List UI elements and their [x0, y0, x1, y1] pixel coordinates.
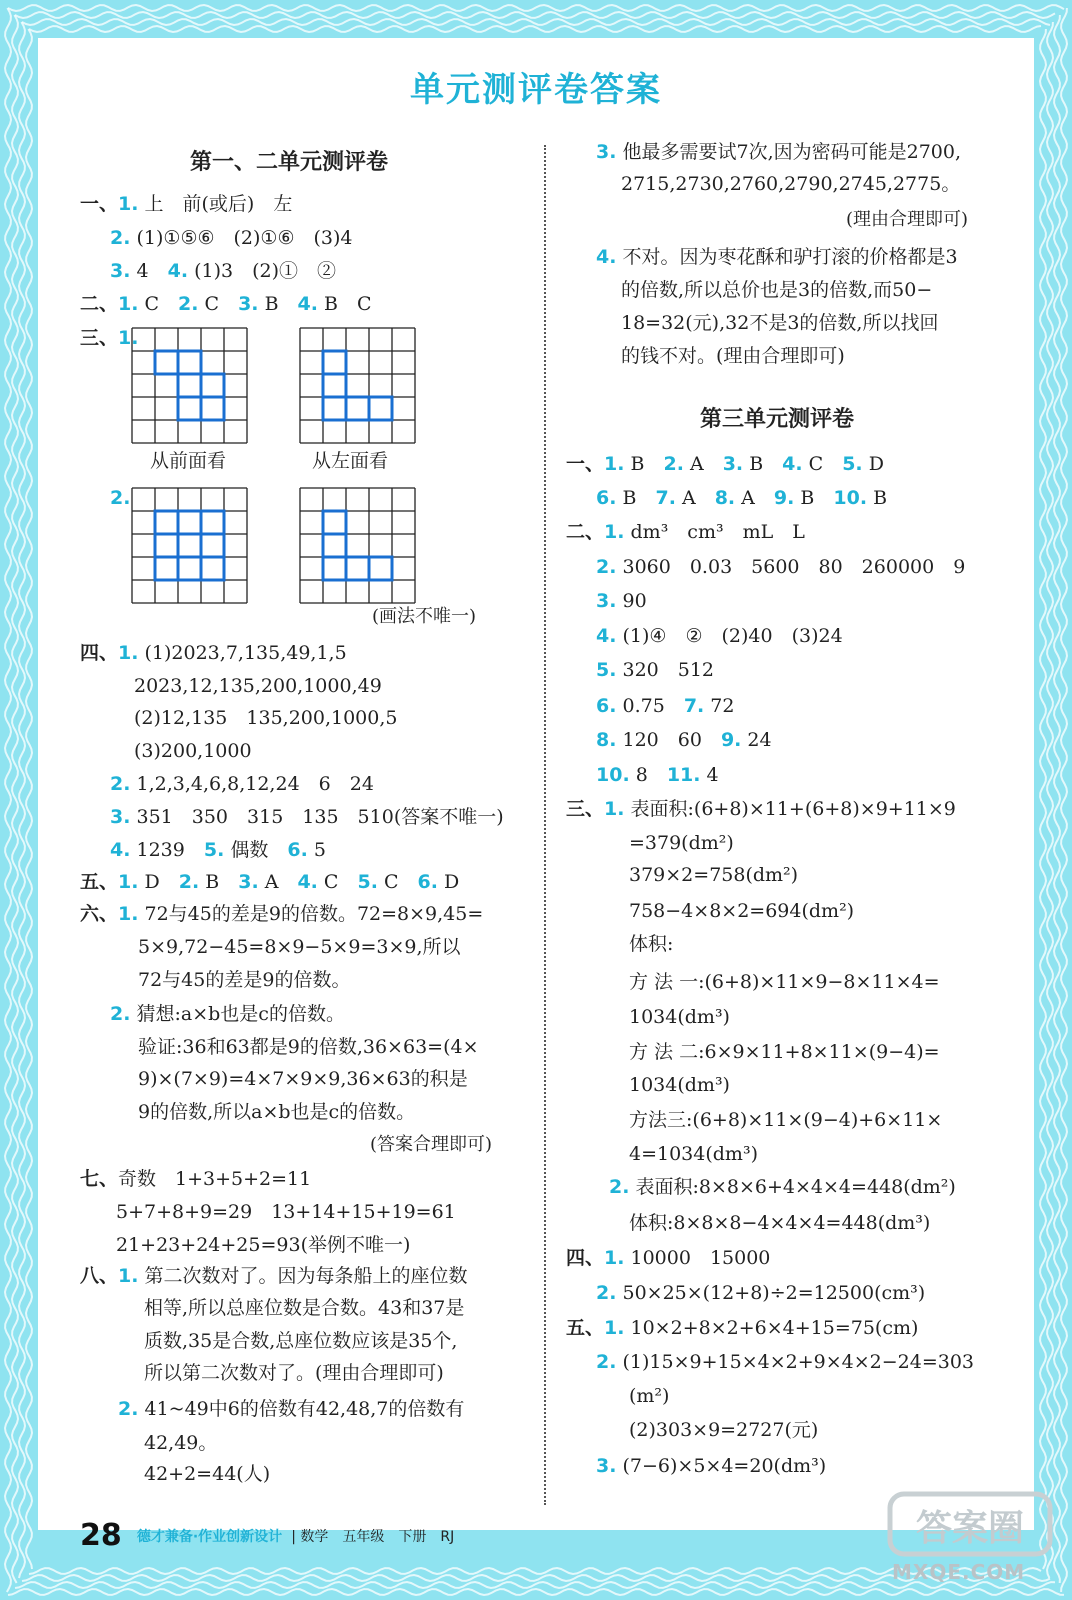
question-number: 9. [773, 487, 795, 509]
left-answer-line [144, 1462, 270, 1486]
right-answer-line [621, 172, 960, 196]
right-answer-line [566, 797, 956, 821]
answer-text: 1239 [130, 839, 204, 861]
answer-text: 9)×(7×9)=4×7×9×9,36×63的积是 [138, 1068, 468, 1090]
right-answer-line [596, 1350, 974, 1374]
right-answer-line [596, 555, 965, 579]
answer-text: 所以第二次数对了。(理由合理即可) [144, 1362, 444, 1384]
view-square [323, 534, 346, 557]
left-answer-line [144, 1329, 457, 1353]
question-number: 5. [596, 659, 617, 681]
answer-text: 24 [741, 729, 772, 751]
right-answer-line [629, 932, 673, 956]
frame-wave-line [12, 15, 18, 1583]
question-number: 3. [596, 141, 617, 163]
answer-text: 0.75 [616, 695, 684, 717]
question-number: 2. [596, 556, 617, 578]
section-marker: 二、 [80, 293, 119, 315]
answer-text: 50×25×(12+8)÷2=12500(cm³) [616, 1282, 926, 1304]
left-answer-line [80, 292, 372, 316]
page-number: 28 [80, 1518, 122, 1553]
column-divider [544, 145, 546, 1505]
answer-text: (画法不唯一) [372, 606, 477, 627]
right-answer-line [566, 1316, 918, 1340]
frame-wave-line [1054, 15, 1060, 1583]
question-number: 2. [110, 487, 131, 509]
view-square [178, 534, 201, 557]
view-square [201, 534, 224, 557]
question-number: 2. [178, 293, 199, 315]
section-marker: 一、 [566, 453, 605, 475]
view-square [155, 351, 178, 374]
right-answer-line [629, 1211, 930, 1235]
question-number: 11. [666, 764, 701, 786]
answer-text: 上 前(或后) 左 [138, 193, 293, 215]
view-square [155, 534, 178, 557]
question-number: 4. [297, 293, 318, 315]
question-number: 4. [596, 246, 617, 268]
answer-text: C [138, 293, 179, 315]
left-answer-line [80, 902, 483, 926]
left-answer-line [118, 1397, 464, 1421]
right-answer-line [596, 658, 714, 682]
left-answer-line [80, 1167, 311, 1191]
answer-text: (1)15×9+15×4×2+9×4×2−24=303 [616, 1351, 975, 1373]
answer-text: (2)12,135 135,200,1000,5 [134, 707, 398, 729]
question-number: 7. [683, 695, 705, 717]
answer-text: 的钱不对。(理由合理即可) [621, 345, 845, 367]
answer-text: 8 [629, 764, 667, 786]
brand-name: 德才兼备·作业创新设计 [136, 1528, 283, 1545]
answer-text: B [743, 453, 783, 475]
caption-front-view: 从前面看 [150, 450, 227, 472]
answer-text: 72与45的差是9的倍数。 [138, 969, 351, 991]
left-answer-line [144, 1296, 464, 1320]
page-title: 单元测评卷答案 [410, 70, 662, 110]
answer-text: D [862, 453, 884, 475]
right-answer-line [629, 1073, 730, 1097]
question-number: 5. [842, 453, 863, 475]
section-marker: 三、 [566, 798, 605, 820]
section-marker: 四、 [566, 1247, 605, 1269]
answer-text: C [377, 871, 418, 893]
answer-text: D [437, 871, 460, 893]
grid-2b [298, 486, 417, 605]
right-answer-line [596, 728, 772, 752]
question-number: 1. [118, 327, 139, 349]
right-answer-line [629, 1005, 730, 1029]
left-answer-line [80, 192, 292, 216]
answer-text: 379×2=758(dm²) [629, 864, 799, 886]
answer-text: (答案合理即可) [370, 1134, 493, 1155]
right-answer-line [596, 624, 843, 648]
frame-wave-line [1040, 29, 1046, 1569]
answer-text: 90 [616, 590, 647, 612]
question-number: 1. [118, 193, 139, 215]
answer-text: B [616, 487, 656, 509]
answer-text: B [258, 293, 298, 315]
answer-text: 不对。因为枣花酥和驴打滚的价格都是3 [616, 246, 958, 268]
frame-wave-line [15, 12, 1055, 18]
view-square [178, 511, 201, 534]
view-square [155, 511, 178, 534]
section-marker: 四、 [80, 642, 119, 664]
left-answer-line [110, 838, 326, 862]
question-number: 3. [238, 871, 259, 893]
right-answer-line [596, 245, 958, 269]
answer-text: 41~49中6的倍数有42,48,7的倍数有 [138, 1398, 465, 1420]
answer-text: 1,2,3,4,6,8,12,24 6 24 [130, 773, 374, 795]
question-number: 3. [110, 260, 131, 282]
answer-text: 5 [307, 839, 326, 861]
right-answer-line [566, 1246, 770, 1270]
answer-text: 42+2=44(人) [144, 1463, 271, 1485]
question-number: 5. [203, 839, 225, 861]
view-square [323, 351, 346, 374]
answer-text: 10000 15000 [624, 1247, 771, 1269]
answer-text: B [867, 487, 888, 509]
answer-text: 351 350 315 135 510(答案不唯一) [130, 806, 504, 828]
page-footer [80, 1518, 454, 1553]
question-number: 3. [238, 293, 259, 315]
answer-text: 5×9,72−45=8×9−5×9=3×9,所以 [138, 936, 461, 958]
answer-text: B [199, 871, 239, 893]
question-number: 2. [596, 1351, 617, 1373]
question-number: 10. [833, 487, 868, 509]
answer-text: 2715,2730,2760,2790,2745,2775。 [621, 173, 961, 195]
answer-text: (2)303×9=2727(元) [629, 1419, 819, 1441]
section-marker: 七、 [80, 1168, 119, 1190]
section-marker: 五、 [80, 871, 119, 893]
section-marker: 一、 [80, 193, 119, 215]
question-number: 4. [596, 625, 617, 647]
view-square [323, 557, 346, 580]
left-answer-line [138, 1067, 468, 1091]
left-answer-line [144, 1361, 444, 1385]
view-square [178, 557, 201, 580]
answer-text: 他最多需要试7次,因为密码可能是2700, [616, 141, 962, 163]
answer-text: A [683, 453, 723, 475]
grid-left-view [298, 326, 417, 445]
right-answer-line [596, 694, 734, 718]
answer-text: (1)2023,7,135,49,1,5 [138, 642, 347, 664]
question-number: 1. [604, 453, 625, 475]
left-answer-line [110, 805, 504, 829]
left-answer-line [116, 1233, 410, 1257]
answer-text: 第二次数对了。因为每条船上的座位数 [138, 1265, 468, 1287]
left-answer-line [138, 968, 350, 992]
answer-text: (m²) [629, 1385, 670, 1407]
question-number: 1. [118, 293, 139, 315]
answer-text: B C [318, 293, 372, 315]
answer-text: 2023,12,135,200,1000,49 [134, 675, 382, 697]
question-number: 4. [110, 839, 131, 861]
answer-text: (1)①⑤⑥ (2)①⑥ (3)4 [130, 227, 353, 249]
answer-text: D [138, 871, 179, 893]
frame-wave-line [8, 5, 1064, 11]
answer-text: 4 [700, 764, 719, 786]
view-square [201, 557, 224, 580]
watermark-top-text: 答案圈 [915, 1508, 1025, 1549]
section-title-unit-3: 第三单元测评卷 [700, 407, 855, 432]
answer-text: 72 [704, 695, 735, 717]
question-number: 1. [118, 903, 139, 925]
view-square [178, 351, 201, 374]
left-answer-line [110, 259, 336, 283]
view-square [201, 511, 224, 534]
section-marker: 八、 [80, 1265, 119, 1287]
answer-text: (7−6)×5×4=20(dm³) [616, 1455, 827, 1477]
question-number: 4. [297, 871, 318, 893]
right-answer-line [596, 486, 887, 510]
question-number: 6. [596, 487, 617, 509]
view-square [369, 557, 392, 580]
right-answer-line [596, 1454, 826, 1478]
right-answer-line [596, 589, 647, 613]
right-answer-line [629, 1384, 669, 1408]
right-answer-line [629, 1142, 758, 1166]
question-number: 2. [110, 227, 131, 249]
left-answer-line [134, 706, 398, 730]
question-number: 3. [110, 806, 131, 828]
left-answer-line [80, 641, 347, 665]
right-answer-line [596, 140, 961, 164]
answer-text: 表面积:(6+8)×11+(6+8)×9+11×9 [624, 798, 956, 820]
question-number: 7. [655, 487, 676, 509]
answer-text: 方法三:(6+8)×11×(9−4)+6×11× [629, 1109, 943, 1131]
question-number: 4. [167, 260, 189, 282]
question-number: 1. [604, 1247, 625, 1269]
answer-text: 10×2+8×2+6×4+15=75(cm) [624, 1317, 919, 1339]
answer-text: 1034(dm³) [629, 1074, 730, 1096]
answer-text: 758−4×8×2=694(dm²) [629, 900, 855, 922]
answer-text: (3)200,1000 [134, 740, 252, 762]
answer-text: 的倍数,所以总价也是3的倍数,而50− [621, 279, 933, 301]
right-answer-line [596, 1281, 925, 1305]
question-number: 4. [782, 453, 803, 475]
answer-text: B [624, 453, 664, 475]
frame-wave-line [29, 26, 1041, 32]
right-answer-line [596, 763, 719, 787]
frame-wave-line [22, 19, 1050, 25]
question-number: 1. [118, 642, 139, 664]
question-number: 3. [596, 1455, 617, 1477]
left-answer-line [138, 935, 461, 959]
question-number: 9. [720, 729, 742, 751]
left-answer-line [370, 1132, 492, 1157]
left-answer-line [116, 1200, 456, 1224]
right-answer-line [566, 520, 805, 544]
left-answer-line [80, 1264, 468, 1288]
answer-text: A [675, 487, 715, 509]
question-number: 2. [178, 871, 200, 893]
answer-text: =379(dm²) [629, 832, 734, 854]
right-answer-line [609, 1175, 956, 1199]
view-square [346, 397, 369, 420]
question-number: 1. [604, 1317, 625, 1339]
question-number: 2. [663, 453, 684, 475]
answer-text: 猜想:a×b也是c的倍数。 [130, 1003, 345, 1025]
watermark-text: MXQE.COM [892, 1560, 1026, 1584]
answer-text: 3060 0.03 5600 80 260000 9 [616, 556, 966, 578]
right-answer-line [846, 207, 968, 232]
answer-text: 21+23+24+25=93(举例不唯一) [116, 1234, 411, 1256]
answer-text: 4=1034(dm³) [629, 1143, 758, 1165]
left-answer-line [144, 1431, 217, 1455]
answer-text: (1)④ ② (2)40 (3)24 [616, 625, 843, 647]
question-number: 6. [287, 839, 308, 861]
answer-text: 42,49。 [144, 1432, 218, 1454]
answer-text: 120 60 [616, 729, 721, 751]
left-answer-line [110, 226, 353, 250]
view-square [346, 557, 369, 580]
section-marker: 五、 [566, 1317, 605, 1339]
answer-text: A [258, 871, 298, 893]
left-answer-line [138, 1100, 415, 1124]
right-answer-line [629, 831, 734, 855]
section-marker: 六、 [80, 903, 119, 925]
answer-text: 表面积:8×8×6+4×4×4=448(dm²) [629, 1176, 956, 1198]
answer-text: C [317, 871, 358, 893]
section-marker: 三、 [80, 327, 119, 349]
right-answer-line [629, 1040, 940, 1064]
right-answer-line [629, 863, 798, 887]
answer-text: B [794, 487, 834, 509]
answer-text: 方 法 一:(6+8)×11×9−8×11×4= [629, 971, 940, 993]
grid-front-view [130, 326, 249, 445]
right-answer-line [621, 278, 932, 302]
right-answer-line [621, 344, 845, 368]
question-number: 6. [417, 871, 438, 893]
question-number: 8. [714, 487, 736, 509]
right-answer-line [566, 452, 884, 476]
left-answer-line [134, 739, 252, 763]
answer-text: 72与45的差是9的倍数。72=8×9,45= [138, 903, 484, 925]
right-answer-line [629, 970, 940, 994]
answer-text: A [735, 487, 774, 509]
question-number: 3. [722, 453, 744, 475]
question-number: 5. [357, 871, 378, 893]
question-number: 2. [596, 1282, 617, 1304]
right-answer-line [629, 899, 854, 923]
answer-text: 相等,所以总座位数是合数。43和37是 [144, 1297, 465, 1319]
left-answer-line [138, 1035, 479, 1059]
answer-text: 320 512 [616, 659, 715, 681]
view-square [201, 397, 224, 420]
answer-text: 偶数 [224, 839, 288, 861]
answer-text: 方 法 二:6×9×11+8×11×(9−4)= [629, 1041, 940, 1063]
caption-left-view: 从左面看 [312, 450, 389, 472]
view-square [323, 374, 346, 397]
answer-text: (理由合理即可) [846, 209, 969, 230]
section-marker: 二、 [566, 521, 605, 543]
answer-text: (1)3 (2)① ② [188, 260, 337, 282]
answer-text: 4 [130, 260, 168, 282]
view-square [178, 374, 201, 397]
answer-text: C [198, 293, 239, 315]
answer-text: 1034(dm³) [629, 1006, 730, 1028]
view-square [323, 511, 346, 534]
frame-wave-line [1047, 22, 1053, 1578]
left-answer-line [80, 870, 459, 894]
view-square [178, 397, 201, 420]
view-square [155, 557, 178, 580]
question-number: 1. [604, 798, 625, 820]
question-number: 3. [596, 590, 617, 612]
left-answer-line [134, 674, 382, 698]
question-number: 2. [118, 1398, 139, 1420]
left-answer-line [372, 604, 476, 629]
question-number: 1. [604, 521, 625, 543]
view-square [201, 374, 224, 397]
right-answer-line [629, 1418, 818, 1442]
answer-text: 体积:8×8×8−4×4×4=448(dm³) [629, 1212, 931, 1234]
left-answer-line [110, 1002, 345, 1026]
section-title-unit-1-2: 第一、二单元测评卷 [190, 150, 389, 175]
question-number: 6. [596, 695, 617, 717]
question-number: 1. [118, 871, 139, 893]
answer-text: 质数,35是合数,总座位数应该是35个, [144, 1330, 458, 1352]
subject-info: | 数学 五年级 下册 RJ [291, 1528, 455, 1545]
frame-wave-line [19, 22, 25, 1578]
question-number: 8. [596, 729, 617, 751]
question-number: 2. [609, 1176, 630, 1198]
answer-text: 9的倍数,所以a×b也是c的倍数。 [138, 1101, 416, 1123]
question-number: 2. [110, 1003, 131, 1025]
frame-wave-line [26, 29, 32, 1569]
answer-text: 体积: [629, 933, 674, 955]
right-answer-line [621, 311, 938, 335]
answer-text: 5+7+8+9=29 13+14+15+19=61 [116, 1201, 456, 1223]
question-number: 2. [110, 773, 131, 795]
answer-text: 18=32(元),32不是3的倍数,所以找回 [621, 312, 939, 334]
answer-text: 奇数 1+3+5+2=11 [118, 1168, 312, 1190]
question-number: 1. [118, 1265, 139, 1287]
frame-wave-line [1061, 8, 1067, 1592]
answer-text: C [802, 453, 843, 475]
left-answer-line [110, 486, 130, 510]
left-answer-line [110, 772, 374, 796]
answer-text: 验证:36和63都是9的倍数,36×63=(4× [138, 1036, 479, 1058]
question-number: 10. [596, 764, 630, 786]
view-square [369, 397, 392, 420]
answer-text: dm³ cm³ mL L [624, 521, 805, 543]
view-square [323, 397, 346, 420]
right-answer-line [629, 1108, 942, 1132]
frame-wave-line [5, 8, 11, 1592]
grid-2a [130, 486, 249, 605]
